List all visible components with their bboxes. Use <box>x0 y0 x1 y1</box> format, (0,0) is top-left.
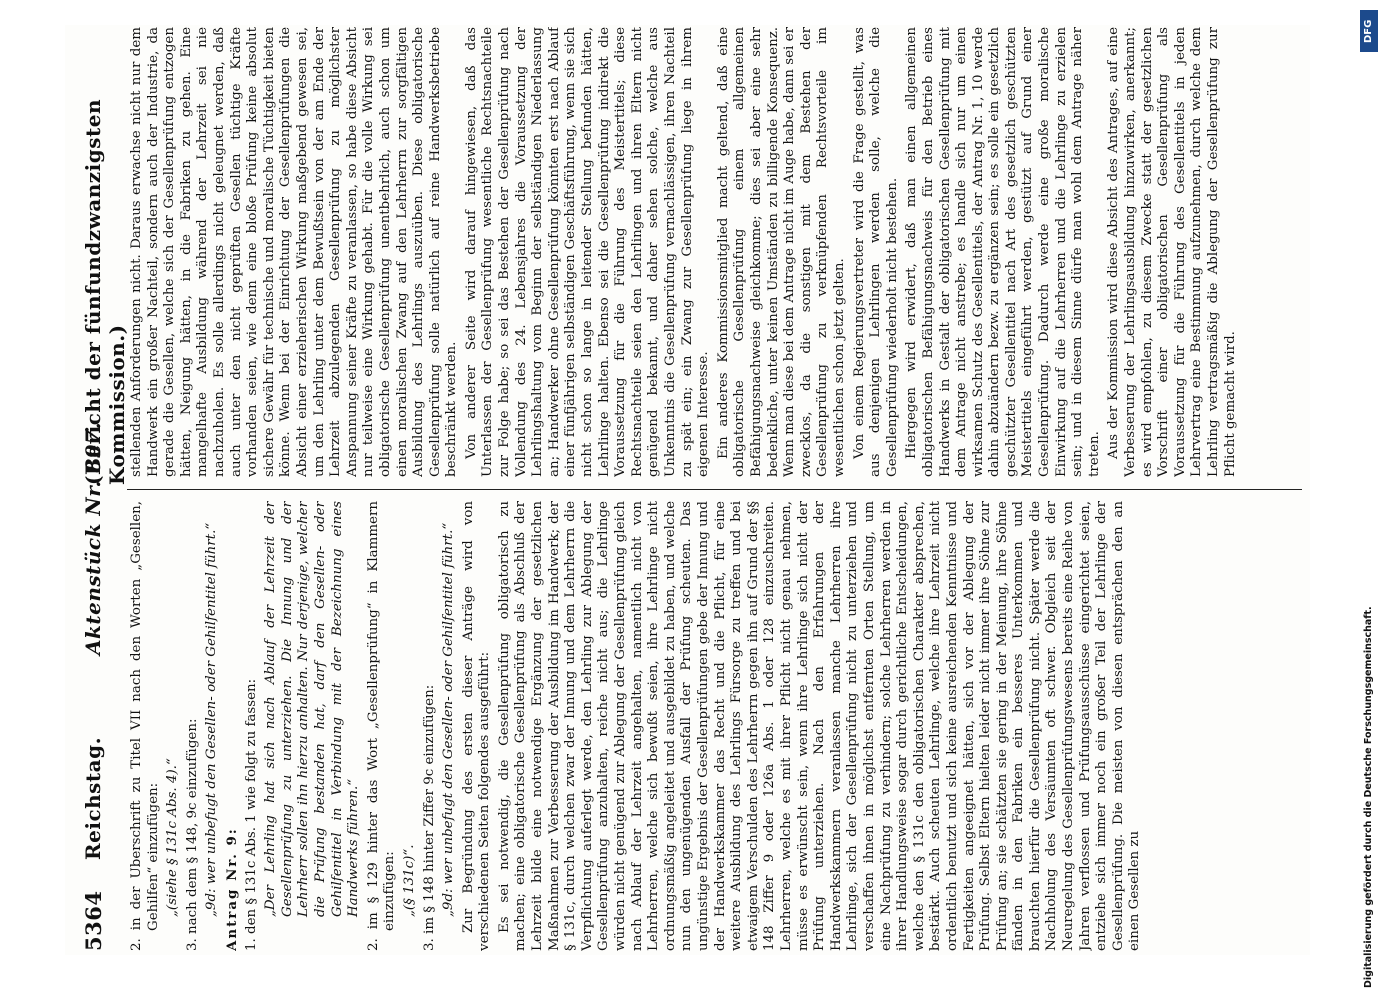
text-paragraph: „(siehe § 131c Abs. 4).“ <box>165 758 181 917</box>
document-title: Aktenstück Nr. 897. <box>81 421 105 655</box>
left-column <box>129 501 1304 951</box>
page-number: 5364 <box>81 890 106 951</box>
text-paragraph: 3. nach dem § 148, 9c einzufügen: <box>184 718 200 951</box>
dfg-watermark <box>1358 4 1380 996</box>
text-paragraph: „9d: wer unbefugt den Gesellen- oder Gehilfentitel führt.“ <box>441 522 457 917</box>
text-paragraph: 1. den § 131c Abs. 1 wie folgt zu fassen: <box>243 678 259 951</box>
text-paragraph: Aus der Kommission wird diese Absicht des Antrages, auf eine Verbesserung der Lehrlingsausbildung hinzuwirken, anerkannt; es wird empfohlen, zu diesem Zwecke statt der gesetzlichen Vorschrift einer obligatorischen Gesellenprüfung als Voraussetzung für die Führung des Gesellentitels in jeden Lehrvertrag eine Bestimmung aufzunehmen, durch welche dem Lehrling vertragsmäßig die Ablegung der Gesellenprüfung zur Pflicht gemacht wird. <box>1106 27 1238 477</box>
text-paragraph: „Der Lehrling hat sich nach Ablauf der Lehrzeit der Gesellenprüfung zu unterziehen. Die Innung und der Lehrherr sollen ihn hierzu anhalten. Nur derjenige, welcher die Prüfung bestanden hat, darf den Gesellen- oder Gehilfentitel in Verbindung mit der Bezeichnung eines Handwerks führen.“ <box>263 501 362 917</box>
text-paragraph: 3. im § 148 hinter Ziffer 9c einzufügen: <box>421 684 437 951</box>
section-heading: Antrag Nr. 9: <box>223 827 240 951</box>
text-paragraph: Es sei notwendig, die Gesellenprüfung obligatorisch zu machen; eine obligatorische Gesellenprüfung als Abschluß der Lehrzeit bilde eine notwendige Ergänzung der gesetzlichen Maßnahmen zur Verbesserung der Ausbildung im Handwerk; der § 131c, durch welchen zwar der Innung und dem Lehrherrn die Verpflichtung auferlegt werde, den Lehrling zur Ablegung der Gesellenprüfung anzuhalten, reiche nicht aus; die Lehrlinge würden nicht genügend zur Ablegung der Gesellenprüfung gleich nach Ablauf der Lehrzeit angehalten, namentlich nicht von Lehrherren, welche sich bewußt seien, ihre Lehrlinge nicht ordnungsmäßig angeleitet und ausgebildet zu haben, und welche nun den ungenügenden Ausfall der Prüfung scheuten. Das ungünstige Ergebnis der Gesellenprüfungen gebe der Innung und der Handwerkskammer das Recht und die Pflicht, für eine weitere Ausbildung des Lehrlings Fürsorge zu treffen und bei etwaigem Verschulden des Lehrherrn gegen ihn auf Grund der §§ 148 Ziffer 9 oder 126a Abs. 1 oder 128 einzuschreiten. Lehrherren, welche es mit ihrer Pflicht nicht genau nehmen, müsse es erwünscht sein, wenn ihre Lehrlinge sich nicht der Prüfung unterziehen. Nach den Erfahrungen der Handwerkskammern veranlassen manche Lehrherren ihre Lehrlinge, sich der Gesellenprüfung nicht zu unterziehen und verschaffen ihnen in möglichst entfernten Orten Stellung, um eine Nachprüfung zu verhindern; solche Lehrherren werden in ihrer Handlungsweise sogar durch gerichtliche Entscheidungen, welche den § 131c den obligatorischen Charakter absprechen, bestärkt. Auch scheuten Lehrlinge, welche ihre Lehrzeit nicht ordentlich benutzt und sich keine ausreichenden Kenntnisse und Fertigkeiten angeeignet hätten, sich vor der Ablegung der Prüfung. Selbst Eltern hielten leider nicht immer ihre Söhne zur Prüfung an; sie schätzten sie gering in der Meinung, ihre Söhne fänden in den Fabriken ein besseres Unterkommen und brauchten hierfür die Gesellenprüfung nicht. Später werde die Nachholung des Versäumten oft schwer. Obgleich seit der Neuregelung des Gesellenprüfungswesens bereits eine Reihe von Jahren verflossen und Prüfungsausschüsse eingerichtet seien, entziehe sich immer noch ein großer Teil der Lehrlinge der Gesellenprüfung. Die meisten von diesen entsprächen den an einen Gesellen zu <box>496 501 1143 951</box>
column-divider <box>127 489 1302 490</box>
header-body: Reichstag. <box>81 736 105 860</box>
report-title: (Bericht der fünfundzwanzigsten Kommission.) <box>81 99 129 485</box>
text-paragraph: „9d: wer unbefugt den Gesellen- oder Gehilfentitel führt.“ <box>204 522 220 917</box>
text-paragraph: 2. in der Überschrift zu Titel VII nach den Worten „Gesellen, Gehilfen“ einzufügen: <box>129 501 161 951</box>
text-paragraph: Zur Begründung des ersten dieser Anträge wird von verschiedenen Seiten folgendes ausgeführt: <box>460 501 493 951</box>
dfg-logo: DFG <box>1360 10 1378 52</box>
text-paragraph: Hiergegen wird erwidert, daß man einen allgemeinen obligatorischen Befähigungsnachweis für den Betrieb eines Handwerks in Gestalt der obligatorischen Gesellenprüfung mit dem Antrage nicht anstrebe; es handle sich nur um einen wirksamen Schutz des Gesellentitels, der Antrag Nr. 1, 10 werde dahin abzuändern bezw. zu ergänzen sein; es solle ein gesetzlich geschützter Gesellentitel nach Art des gesetzlich geschützten Meistertitels eingeführt werden, gestützt auf Grund einer Gesellenprüfung. Dadurch werde eine große moralische Einwirkung auf die Lehrherren und die Lehrlinge zu erzielen sein; und in diesem Sinne dürfe man wohl dem Antrage näher treten. <box>904 27 1102 477</box>
text-paragraph: Ein anderes Kommissionsmitglied macht geltend, daß eine obligatorische Gesellenprüfung einem allgemeinen Befähigungsnachweise gleichkomme; dies sei aber eine sehr bedenkliche, unter keinen Umständen zu billigende Konsequenz. Wenn man diese bei dem Antrage nicht im Auge habe, dann sei er zwecklos, da die sonstigen mit dem Bestehen der Gesellenprüfung zu verknüpfenden Rechtsvorteile im wesentlichen schon jetzt gelten. <box>715 27 847 477</box>
page-header <box>65 25 129 955</box>
document-page <box>65 25 1310 955</box>
text-paragraph: Von einem Regierungsvertreter wird die Frage gestellt, was aus denjenigen Lehrlingen werden solle, welche die Gesellenprüfung wiederholt nicht bestehen. <box>851 27 900 477</box>
text-paragraph: Von anderer Seite wird darauf hingewiesen, daß das Unterlassen der Gesellenprüfung wesentliche Rechtsnachteile zur Folge habe; so sei das Bestehen der Gesellenprüfung nach Vollendung des 24. Lebensjahres die Voraussetzung der Lehrlingshaltung vom Beginn der selbständigen Niederlassung an; Handwerker ohne Gesellenprüfung könnten erst nach Ablauf einer fünfjährigen selbständigen Geschäftsführung, wenn sie sich nicht schon so lange in leitender Stellung befunden hätten, Lehrlinge halten. Ebenso sei die Gesellenprüfung indirekt die Voraussetzung für die Führung des Meistertitels; diese Rechtsnachteile seien den Lehrlingen und ihren Eltern nicht genügend bekannt, und daher sehen solche, welche aus Unkenntnis die Gesellenprüfung vernachlässigen, ihren Nachteil zu spät ein; ein Zwang zur Gesellenprüfung liege in ihrem eigenen Interesse. <box>463 27 712 477</box>
text-paragraph: „(§ 131c)“. <box>401 844 417 917</box>
text-paragraph: 2. im § 129 hinter das Wort „Gesellenprüfung“ in Klammern einzufügen: <box>365 501 398 951</box>
dfg-credit-text: Digitalisierung gefördert durch die Deutsche Forschungsgemeinschaft. <box>1363 606 1374 988</box>
right-column <box>129 27 1304 477</box>
text-paragraph: stellenden Anforderungen nicht. Daraus erwachse nicht nur dem Handwerk ein großer Nachteil, sondern auch der Industrie, da gerade die Gesellen, welche sich der Gesellenprüfung entzogen hätten, Neigung hätten, in die Fabriken zu gehen. Eine mangelhafte Ausbildung während der Lehrzeit sei nie nachzuholen. Es solle allerdings nicht geleugnet werden, daß auch unter den nicht geprüften Gesellen tüchtige Kräfte vorhanden seien, wie denn eine bloße Prüfung keine absolut sichere Gewähr für technische und moralische Tüchtigkeit bieten könne. Wenn bei der Einrichtung der Gesellenprüfungen die Absicht einer erzieherischen Wirkung maßgebend gewesen sei, um den Lehrling unter dem Bewußtsein von der am Ende der Lehrzeit abzulegenden Gesellenprüfung zu möglichster Anspannung seiner Kräfte zu veranlassen, so habe diese Absicht nur teilweise eine Wirkung gehabt. Für die volle Wirkung sei obligatorische Gesellenprüfung unentbehrlich, auch schon um einen moralischen Zwang auf den Lehrherrn zur sorgfältigen Ausbildung des Lehrlings auszuüben. Diese obligatorische Gesellenprüfung solle natürlich auf reine Handwerksbetriebe beschränkt werden. <box>129 27 460 477</box>
